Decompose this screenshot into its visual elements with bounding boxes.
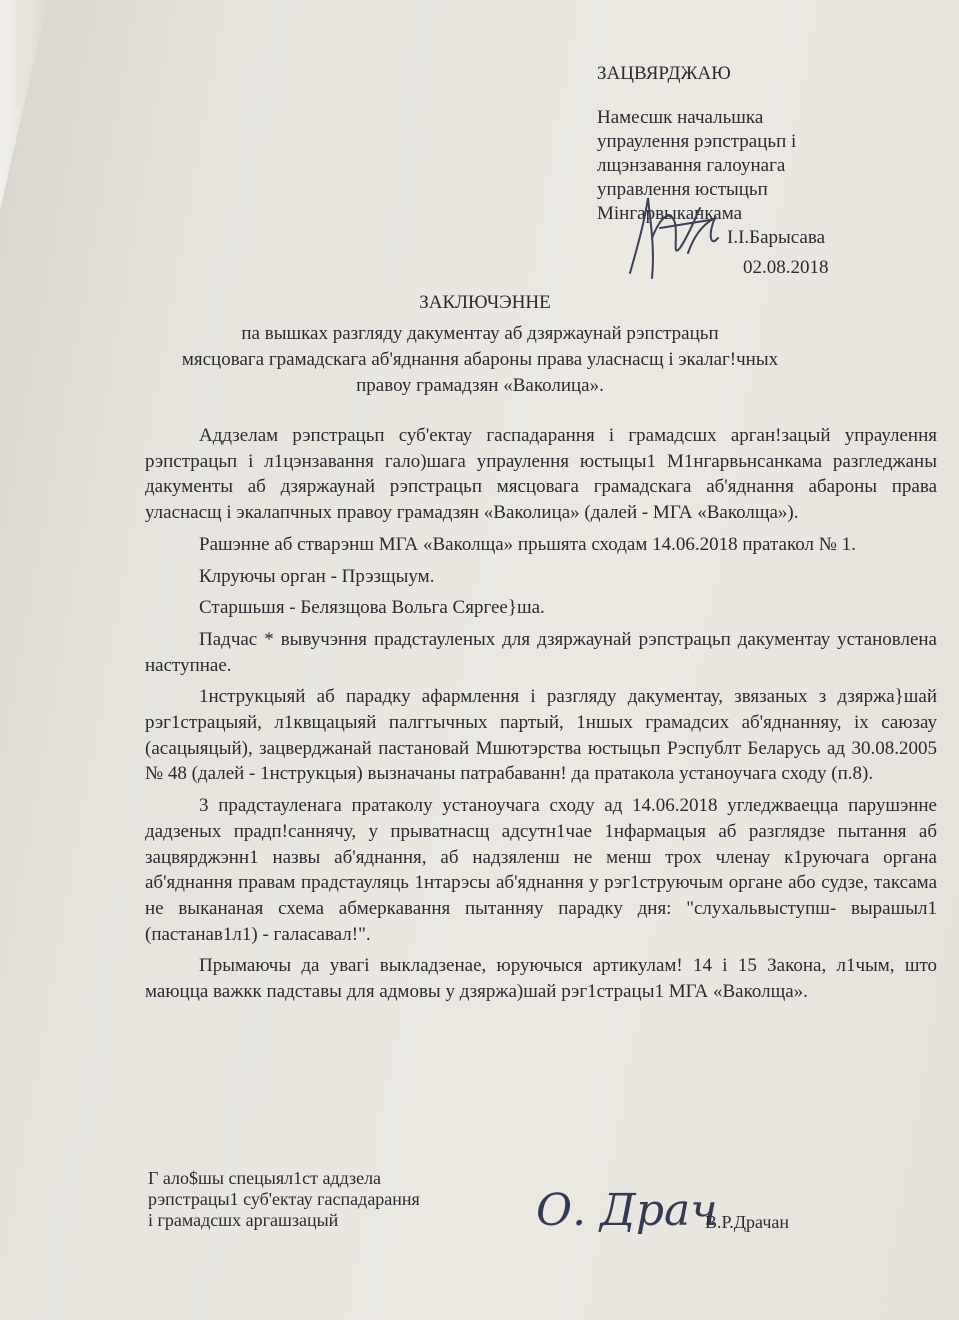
- title-line: мясцовага грамадскага аб'яднання абароны права уласнасщ і экалаг!чных: [181, 349, 779, 370]
- approval-line: Мінгарвыканкама: [597, 203, 743, 224]
- document-title-block: [180, 290, 780, 399]
- signatory-name: В.Р.Драчан: [705, 1212, 789, 1232]
- signatory-signature: [532, 1175, 718, 1245]
- paragraph: Прымаючы да увагі выкладзенае, юруючыся артикулам! 14 і 15 Закона, л1чым, што маюцца важкк падставы для адмовы у дзяржа)шай рэг1страцы1 МГА «Ваколща».: [145, 955, 937, 1003]
- paragraph: Падчас * вывучэння прадстауленых для дзяржаунай рэпстрацьп дакументау установлена наступнае.: [145, 628, 937, 676]
- paragraph: 1нструкцыяй аб парадку афармлення і разгляду дакументау, звязаных з дзяржа}шай рэг1страцыяй, л1квщацыяй палггычных партый, 1ншых грамадсих аб'яднанняу, іх саюзау (асацыяцый), зацверджанай пастановай Мшютэрства юстыцьп Рэспублт Беларусь ад 30.08.2005 № 48 (далей - 1нструкцыя) вызначаны патрабаванн! да пратакола устаноучага сходу (п.8).: [145, 686, 937, 785]
- approval-date: 02.08.2018: [743, 257, 829, 278]
- approver-signature: [600, 178, 740, 288]
- approval-line: управлення юстыцьп: [597, 179, 768, 200]
- signature-text: О. Драч: [536, 1185, 718, 1236]
- signatory-position: [148, 1168, 420, 1231]
- position-line: рэпстрацы1 суб'ектау гаспадарання: [148, 1189, 420, 1209]
- approval-line: лщэнзавання галоунага: [597, 155, 786, 176]
- paragraph: Старшьшя - Белязщова Вольга Сяргее}ша.: [199, 597, 545, 619]
- position-line: і грамадсшх аргашзацый: [148, 1210, 339, 1230]
- title-line: па вышках разгляду дакументау аб дзяржаунай рэпстрацьп: [241, 323, 719, 344]
- paragraph: Рашэнне аб стварэнш МГА «Ваколща» прьшята сходам 14.06.2018 пратакол № 1.: [199, 533, 856, 555]
- paragraph: Аддзелам рэпстрацьп суб'ектау гаспадарання і грамадсшх арган!зацый упраулення рэпстрацьп і л1цэнзавання гало)шага упраулення юстыцы1 М1нгарвьнсанкама разгледжаны дакументы аб дзяржаунай рэпстрацьп мясцовага грамадскага аб'яднання абароны права уласнасщ і экалапчных правоу грамадзян «Ваколица» (далей - МГА «Ваколща»).: [145, 425, 937, 524]
- folded-corner: [0, 0, 48, 210]
- title-line: правоу грамадзян «Ваколица».: [356, 375, 604, 396]
- approval-line: упраулення рэпстрацьп і: [597, 131, 797, 152]
- document-title: ЗАКЛЮЧЭННЕ: [419, 292, 551, 313]
- approver-name: І.І.Барысава: [727, 227, 826, 248]
- position-line: Г ало$шы спецыял1ст аддзела: [148, 1168, 382, 1188]
- approval-line: Намесшк начальшка: [597, 107, 764, 128]
- document-body: [145, 423, 937, 1011]
- paragraph: 3 прадстауленага пратаколу устаноучага сходу ад 14.06.2018 угледжваецца парушэнне дадзеных прадп!саннячу, у прыватнасщ адсутн1чае 1нфармацыя аб разглядзе пытання аб зацвярджэнн1 назвы аб'яднання, аб надзяленш не менш трох членау к1руючага органа аб'яднання правам прадстауляць 1нтарэсы аб'яднання у рэг1струючым органе або судзе, таксама не выкананая схема абмеркавання пытанняу парадку дня: "слухальвыступш- вырашыл1 (пастанав1л1) - галасавал!".: [145, 795, 937, 945]
- paragraph: Клруючы орган - Прэзщыум.: [199, 565, 435, 587]
- approval-heading: ЗАЦВЯРДЖАЮ: [597, 63, 731, 84]
